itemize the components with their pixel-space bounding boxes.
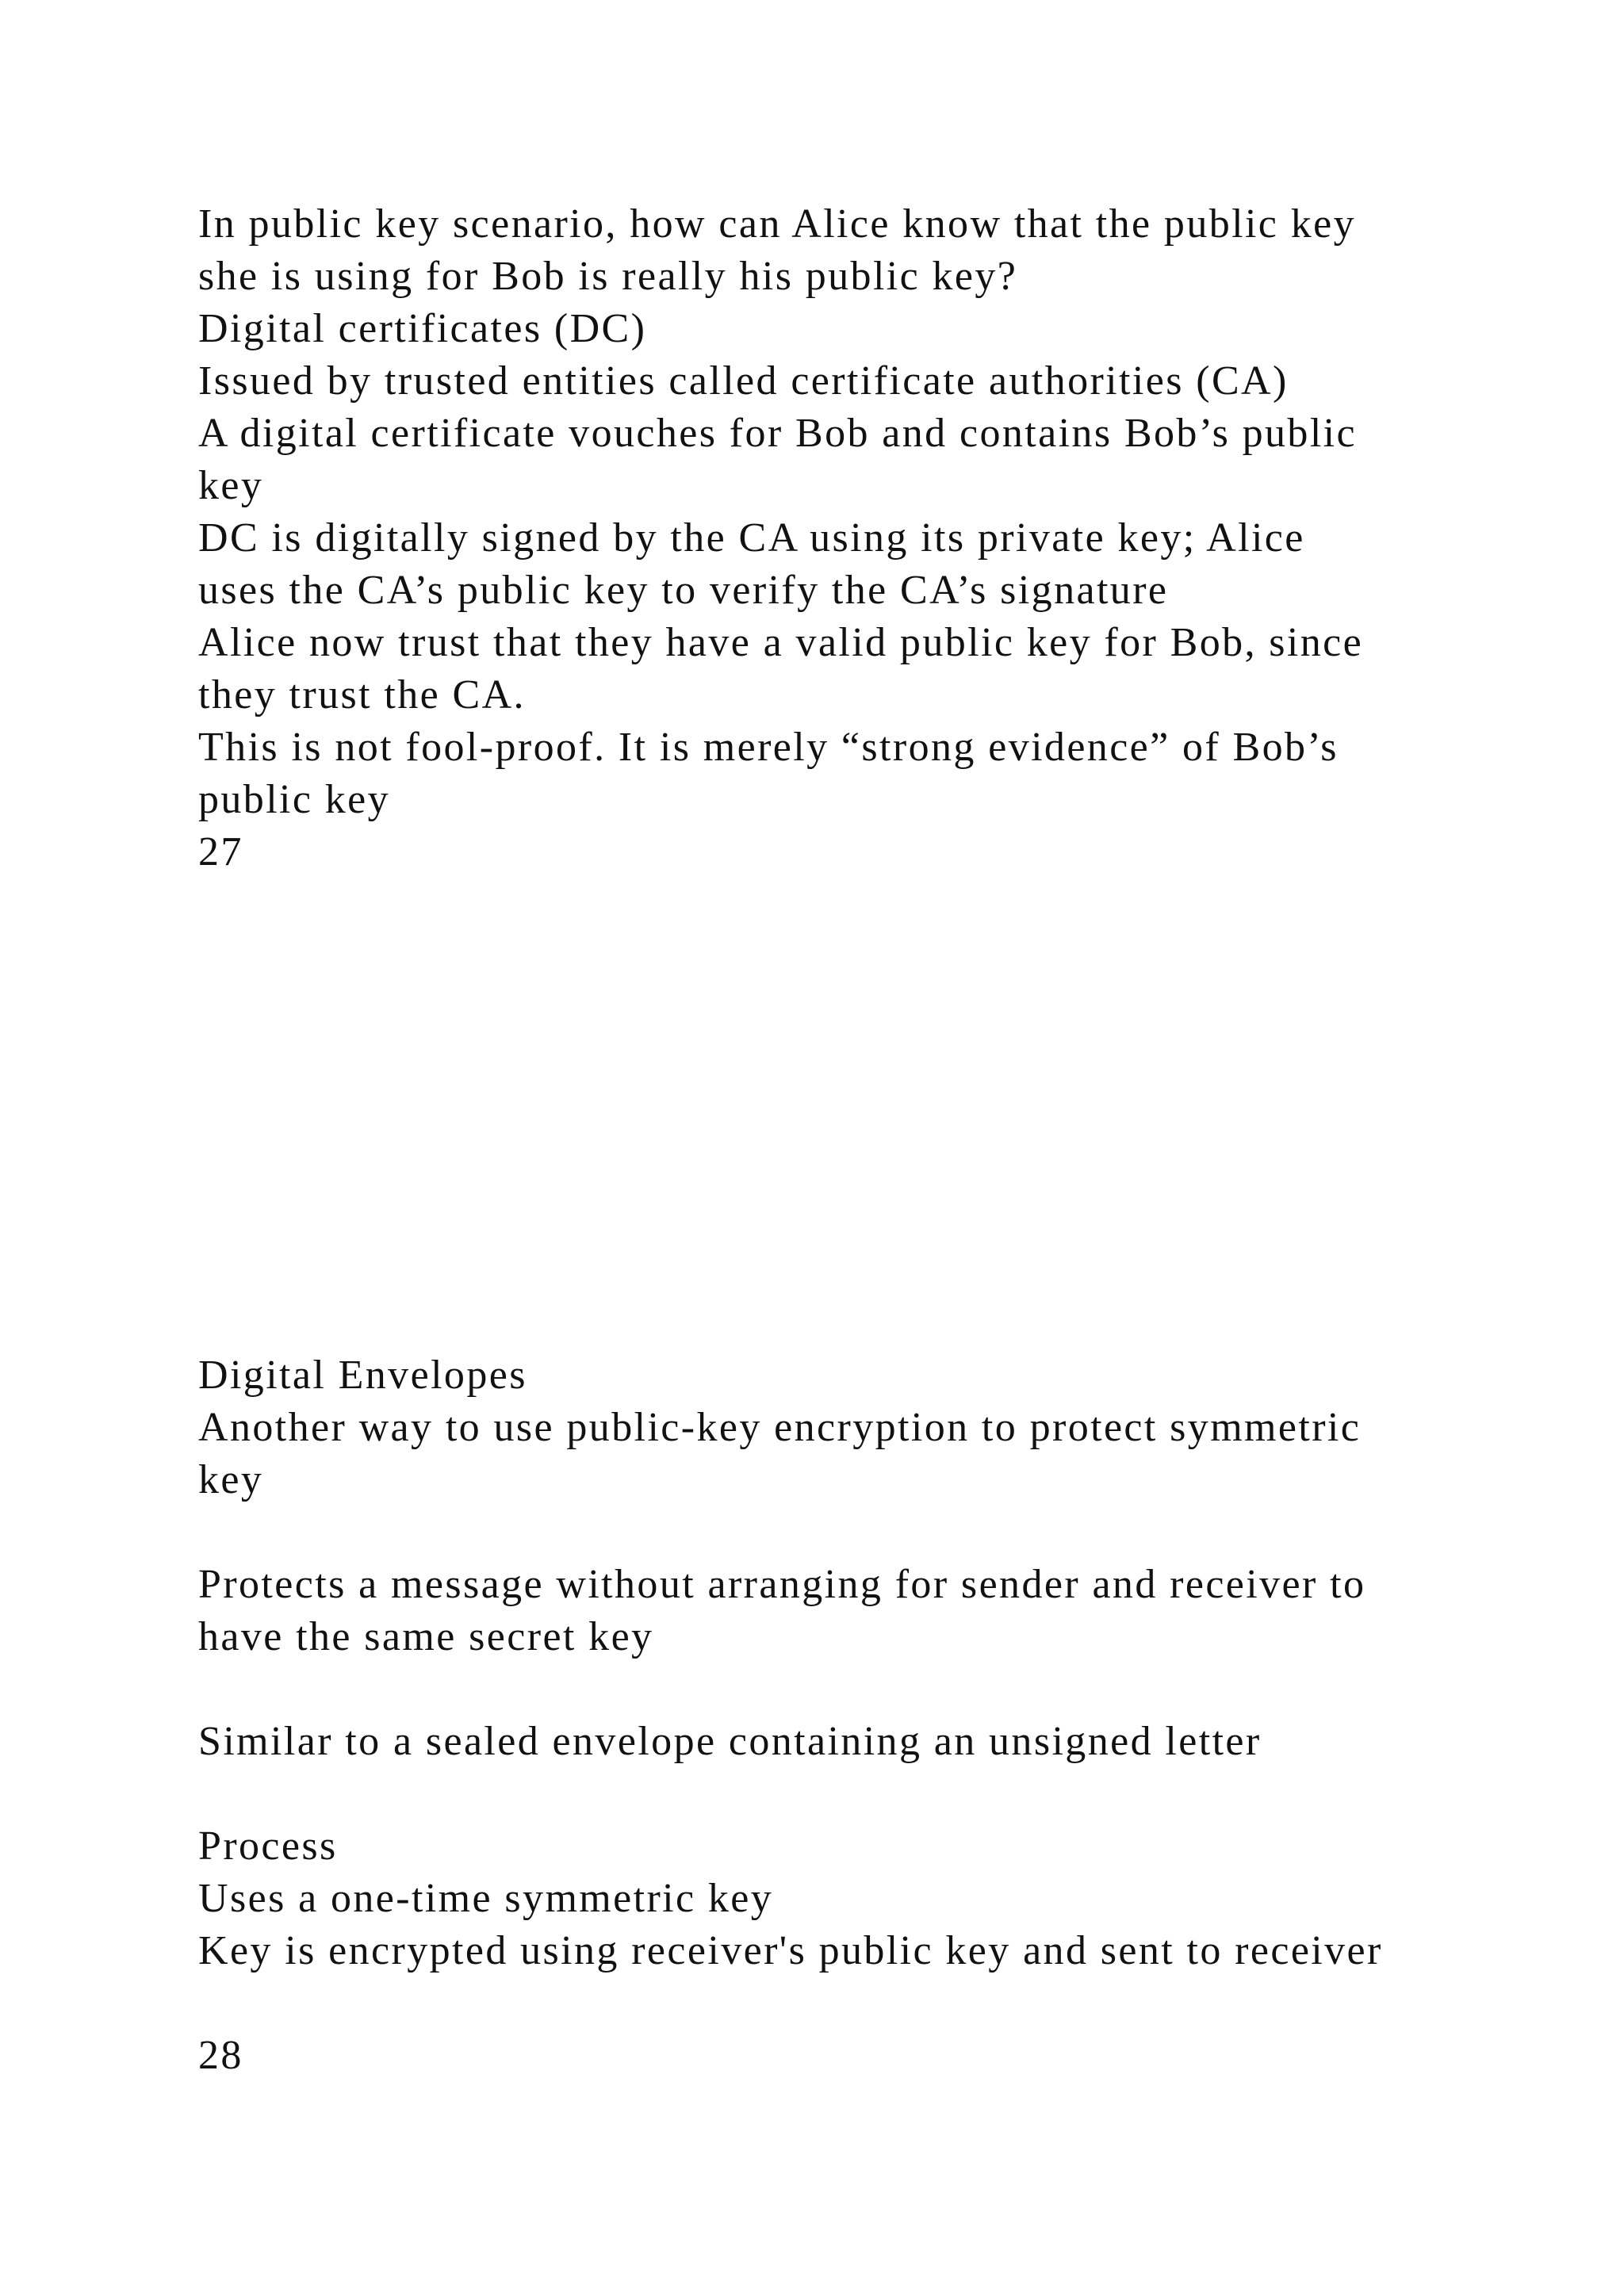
text-line: she is using for Bob is really his public key? — [198, 254, 1018, 299]
paragraph-spacer — [198, 1977, 1507, 2030]
text-line: key — [198, 1457, 264, 1502]
text-line: DC is digitally signed by the CA using its private key; Alice — [198, 515, 1305, 561]
section-title: Digital Envelopes — [198, 1353, 527, 1398]
text-line: Digital certificates (DC) — [198, 306, 647, 351]
text-line: Protects a message without arranging for sender and receiver to — [198, 1562, 1366, 1607]
text-line: have the same secret key — [198, 1614, 654, 1659]
section-digital-envelopes — [198, 1349, 1507, 2082]
paragraph-spacer — [198, 1768, 1507, 1820]
page-gap — [198, 878, 1507, 1349]
text-line: Another way to use public-key encryption to protect symmetric — [198, 1405, 1362, 1450]
paragraph-spacer — [198, 1506, 1507, 1559]
text-line: Issued by trusted entities called certificate authorities (CA) — [198, 358, 1289, 404]
text-line: This is not fool-proof. It is merely “strong evidence” of Bob’s — [198, 725, 1339, 770]
document-page — [198, 198, 1507, 2082]
text-line: uses the CA’s public key to verify the CA’s signature — [198, 568, 1169, 613]
text-line: Key is encrypted using receiver's public key and sent to receiver — [198, 1928, 1383, 1973]
text-line: key — [198, 463, 264, 508]
text-line: A digital certificate vouches for Bob and contains Bob’s public — [198, 411, 1358, 456]
page-number: 28 — [198, 2033, 243, 2078]
paragraph-spacer — [198, 1663, 1507, 1716]
text-line: Uses a one-time symmetric key — [198, 1876, 774, 1921]
text-line: Similar to a sealed envelope containing an unsigned letter — [198, 1719, 1262, 1764]
section-certificates — [198, 198, 1507, 878]
text-line: they trust the CA. — [198, 672, 526, 718]
text-line: In public key scenario, how can Alice know that the public key — [198, 201, 1356, 247]
process-heading: Process — [198, 1823, 338, 1869]
text-line: public key — [198, 777, 391, 822]
text-line: Alice now trust that they have a valid public key for Bob, since — [198, 620, 1364, 665]
page-number: 27 — [198, 829, 243, 874]
